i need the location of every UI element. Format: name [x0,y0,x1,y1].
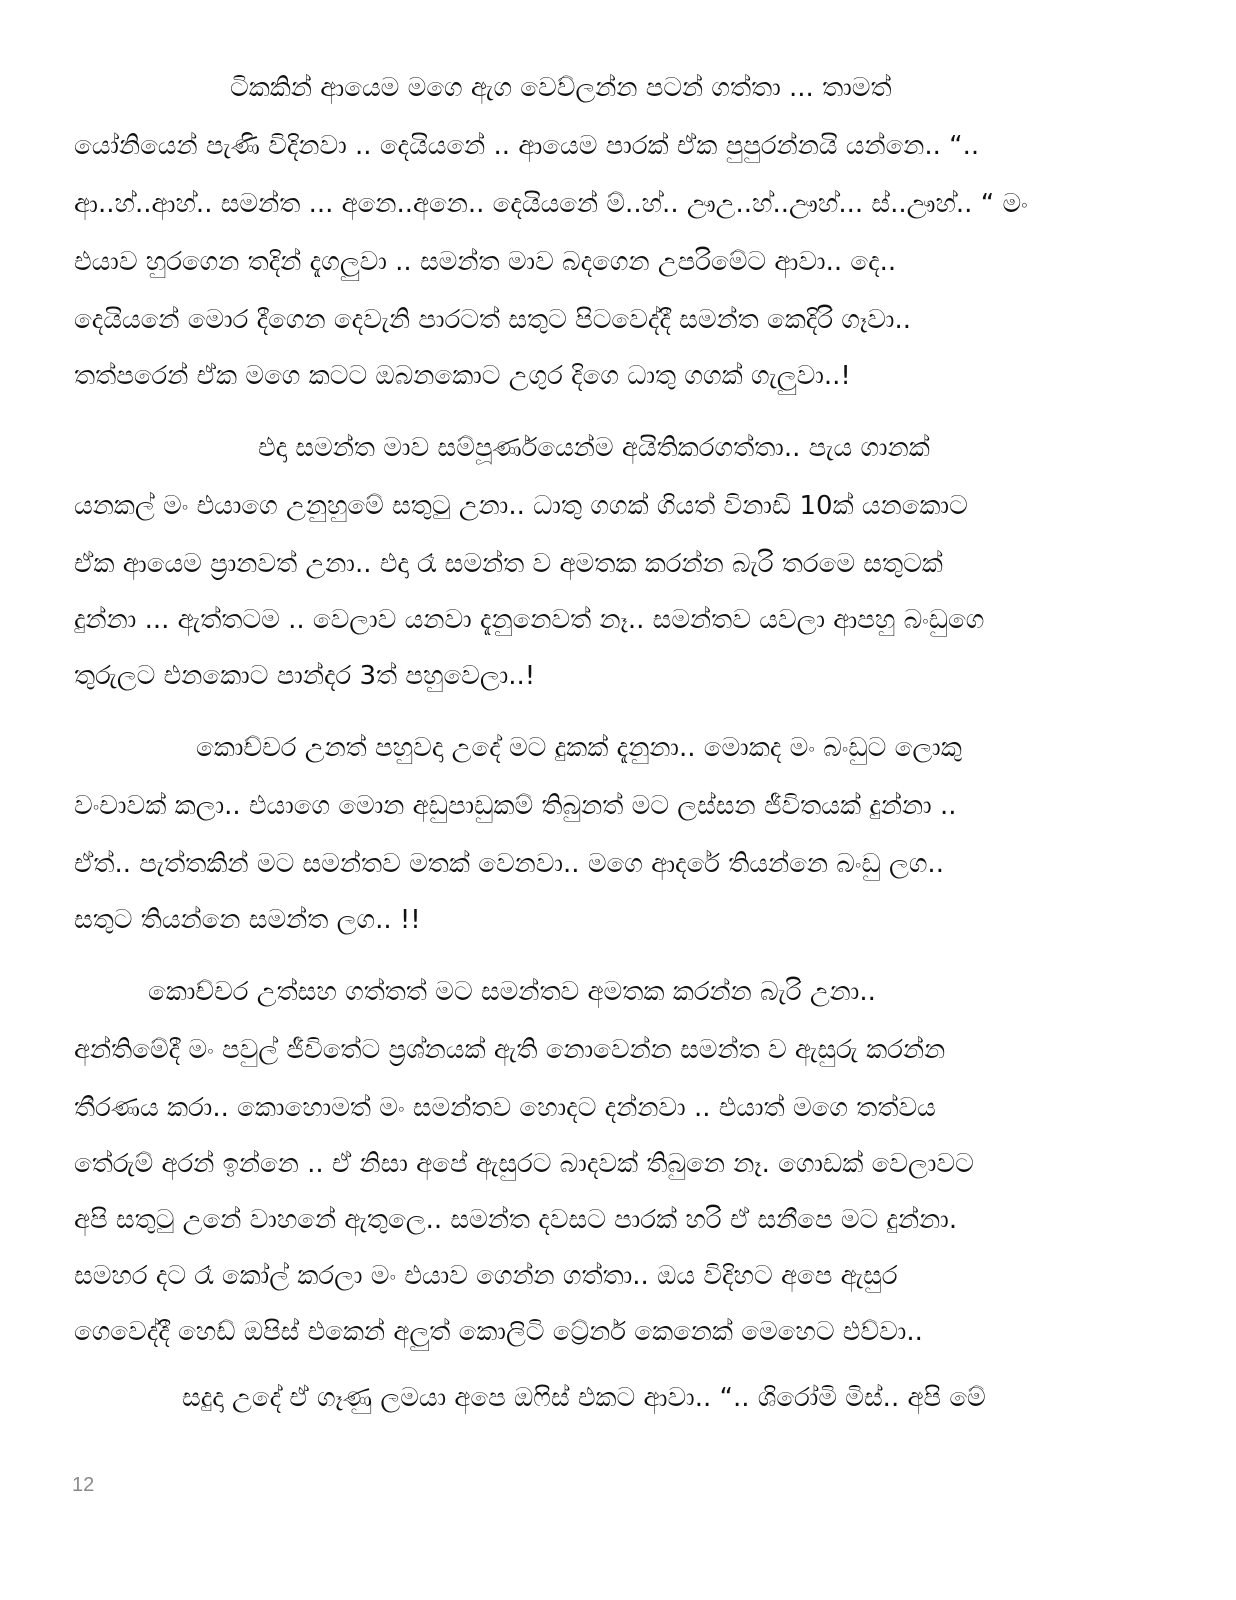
text-line: ඒක ආයෙම ප්‍රානවත් උනා.. එදා රෑ සමන්ත ව අමතක කරන්න බැරි තරමෙ සතුටක් [74,549,943,579]
text-line: වංචාවක් කලා.. එයාගෙ මොන අඩුපාඩුකම් තිබුනත් මට ලස්සන ජීවිතයක් දුන්නා .. [74,791,957,821]
text-line: එදා සමන්ත මාව සම්පූර්ණයෙන්ම අයිතිකරගත්තා.. පැය ගානක් [258,433,930,463]
text-line: කොච්චර උනත් පහුවදා උදේ මට දුකක් දැනුනා.. මොකද මං බංඩුට ලොකු [196,733,962,763]
text-line: තේරුම් අරන් ඉන්නෙ .. ඒ නිසා අපේ ඇසුරට බාදවක් තිබුනෙ නෑ. ගොඩක් වෙලාවට [74,1149,974,1179]
text-line: අපි සතුටු උනේ වාහනේ ඇතුලෙ.. සමන්ත දවසට පාරක් හරි ඒ සනීපෙ මට දුන්නා. [74,1205,958,1235]
text-line: තත්පරෙන් ඒක මගෙ කටට ඔබනකොට උගුර දිගෙ ධාතු ගගක් ගැලුවා..! [74,361,851,391]
text-line: යනකල් මං එයාගෙ උනුහුමේ සතුටු උනා.. ධාතු ගගක් ගියත් විනාඩි 10ක් යනකොට [74,491,968,521]
text-line: සතුට තියන්නෙ සමන්ත ලග.. !! [74,905,421,935]
text-line: අන්තිමේදී මං පවුල් ජීවිතේට ප්‍රශ්නයක් ඇති නොවෙන්න සමන්ත ව ඇසුරු කරන්න [74,1035,946,1065]
text-line: ඒත්.. පැත්තකින් මට සමන්තව මතක් වෙනවා.. මගෙ ආදරේ තියන්නෙ බංඩු ලග.. [74,849,944,879]
text-line: යෝනියෙන් පැණි විදිනවා .. දෙයියනේ .. ආයෙම පාරක් ඒක පුපුරන්නයි යන්නෙ.. “.. [74,131,980,161]
text-line: ටිකකින් ආයෙම මගෙ ඇග වෙව්ලන්න පටන් ගත්තා ... තාමත් [230,73,892,103]
text-line: තීරණය කරා.. කොහොමත් මං සමන්තව හොදට දන්නවා .. එයාත් මගෙ තත්වය [74,1093,936,1123]
text-line: තුරුලට එනකොට පාන්දර 3ත් පහුවෙලා..! [74,661,536,691]
text-line: සමහර දට රෑ කෝල් කරලා මං එයාව ගෙන්න ගත්තා.. ඔය විදිහට අපෙ ඇසුර [74,1261,898,1291]
text-line: දුන්නා ... ඇත්තටම .. වෙලාව යනවා දැනුනෙවත් නෑ.. සමන්තව යවලා ආපහු බංඩුගෙ [74,605,985,635]
text-line: සදුදා උදේ ඒ ගෑණු ලමයා අපෙ ඔෆිස් එකට ආවා.. “.. ශිරෝමි මිස්.. අපි මේ [182,1383,986,1413]
text-line: ආ..හ්..ආහ්.. සමන්ත ... අනෙ..අනෙ.. දෙයියනේ ම්..හ්.. ඌඋ..හ්..ඌහ්... ස්..ඌහ්.. “ මං [74,189,1028,219]
text-line: ගෙවෙද්දී හෙඩ් ඔපිස් එකෙන් අලුත් කොලිටි ට්‍රේනර් කෙනෙක් මෙහෙට එව්වා.. [74,1317,923,1347]
text-line: දෙයියනේ මොර දීගෙන දෙවැනි පාරටත් සතුට පිටවෙද්දී සමන්ත කෙදිරි ගෑවා.. [74,305,912,335]
text-line: කොච්චර උත්සහ ගත්තත් මට සමන්තව අමතක කරන්න බැරි උනා.. [148,977,876,1007]
page-number: 12 [72,1474,95,1496]
text-line: එයාව හුරගෙන තදින් දැගලුවා .. සමන්ත මාව බදගෙන උපරිමේට ආවා.. දෙ.. [74,247,897,277]
